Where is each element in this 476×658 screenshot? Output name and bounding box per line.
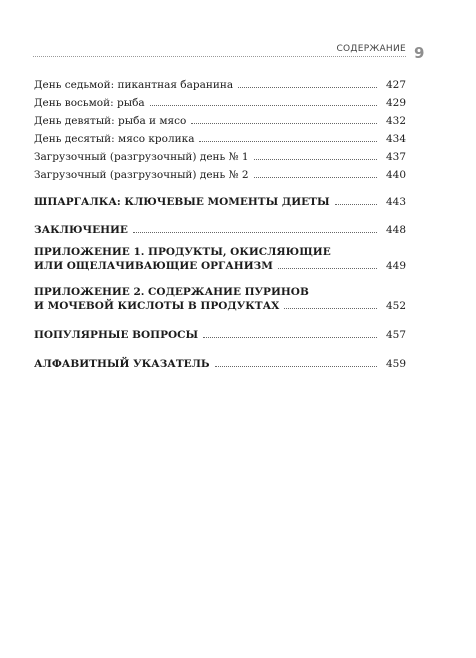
dot-leader [150,105,377,106]
toc-entry-page: 449 [385,260,406,272]
dot-leader [254,177,377,178]
toc-chapter-entry[interactable] [34,195,406,209]
toc-entry-page: 452 [385,300,406,312]
toc-entry-label-line1: ПРИЛОЖЕНИЕ 1. ПРОДУКТЫ, ОКИСЛЯЮЩИЕ [34,246,331,258]
toc-chapter-entry[interactable] [34,285,406,313]
toc-entry-label: День седьмой: пикантная баранина [34,79,234,91]
toc-entry-label: ШПАРГАЛКА: КЛЮЧЕВЫЕ МОМЕНТЫ ДИЕТЫ [34,196,330,208]
toc-entry[interactable] [34,114,406,128]
dot-leader [335,204,377,205]
toc-entry-page: 427 [385,79,406,91]
toc-chapter-entry[interactable] [34,328,406,342]
toc-entry-label: Загрузочный (разгрузочный) день № 1 [34,151,249,163]
dot-leader [238,87,377,88]
toc-chapter-entry[interactable] [34,245,406,273]
header-divider [33,56,406,57]
toc-entry-page: 443 [385,196,406,208]
dot-leader [284,308,377,309]
toc-chapter-entry[interactable] [34,357,406,371]
toc-entry[interactable] [34,96,406,110]
toc-entry[interactable] [34,132,406,146]
toc-entry-page: 448 [385,224,406,236]
page-number: 9 [414,44,425,62]
toc-entry-page: 459 [385,358,406,370]
toc-entry[interactable] [34,78,406,92]
running-header-title: СОДЕРЖАНИЕ [336,44,406,54]
toc-entry-page: 432 [385,115,406,127]
toc-entry-label: ПОПУЛЯРНЫЕ ВОПРОСЫ [34,329,199,341]
toc-entry-label: День десятый: мясо кролика [34,133,195,145]
dot-leader [133,232,377,233]
toc-entry-label-line2: ИЛИ ОЩЕЛАЧИВАЮЩИЕ ОРГАНИЗМ [34,260,273,272]
toc-entry-label-line1: ПРИЛОЖЕНИЕ 2. СОДЕРЖАНИЕ ПУРИНОВ [34,286,309,298]
toc-entry-page: 434 [385,133,406,145]
toc-entry-page: 440 [385,169,406,181]
toc-entry-label: День девятый: рыба и мясо [34,115,187,127]
toc-chapter-entry[interactable] [34,223,406,237]
dot-leader [254,159,377,160]
toc-entry-label: ЗАКЛЮЧЕНИЕ [34,224,128,236]
dot-leader [215,366,377,367]
dot-leader [191,123,377,124]
toc-entry-label: День восьмой: рыба [34,97,145,109]
toc-entry-page: 437 [385,151,406,163]
toc-entry[interactable] [34,168,406,182]
toc-entry-label: АЛФАВИТНЫЙ УКАЗАТЕЛЬ [34,358,210,370]
dot-leader [199,141,377,142]
toc-entry[interactable] [34,150,406,164]
dot-leader [278,268,377,269]
toc-entry-page: 429 [385,97,406,109]
dot-leader [203,337,377,338]
toc-entry-page: 457 [385,329,406,341]
toc-entry-label-line2: И МОЧЕВОЙ КИСЛОТЫ В ПРОДУКТАХ [34,300,280,312]
toc-entry-label: Загрузочный (разгрузочный) день № 2 [34,169,249,181]
